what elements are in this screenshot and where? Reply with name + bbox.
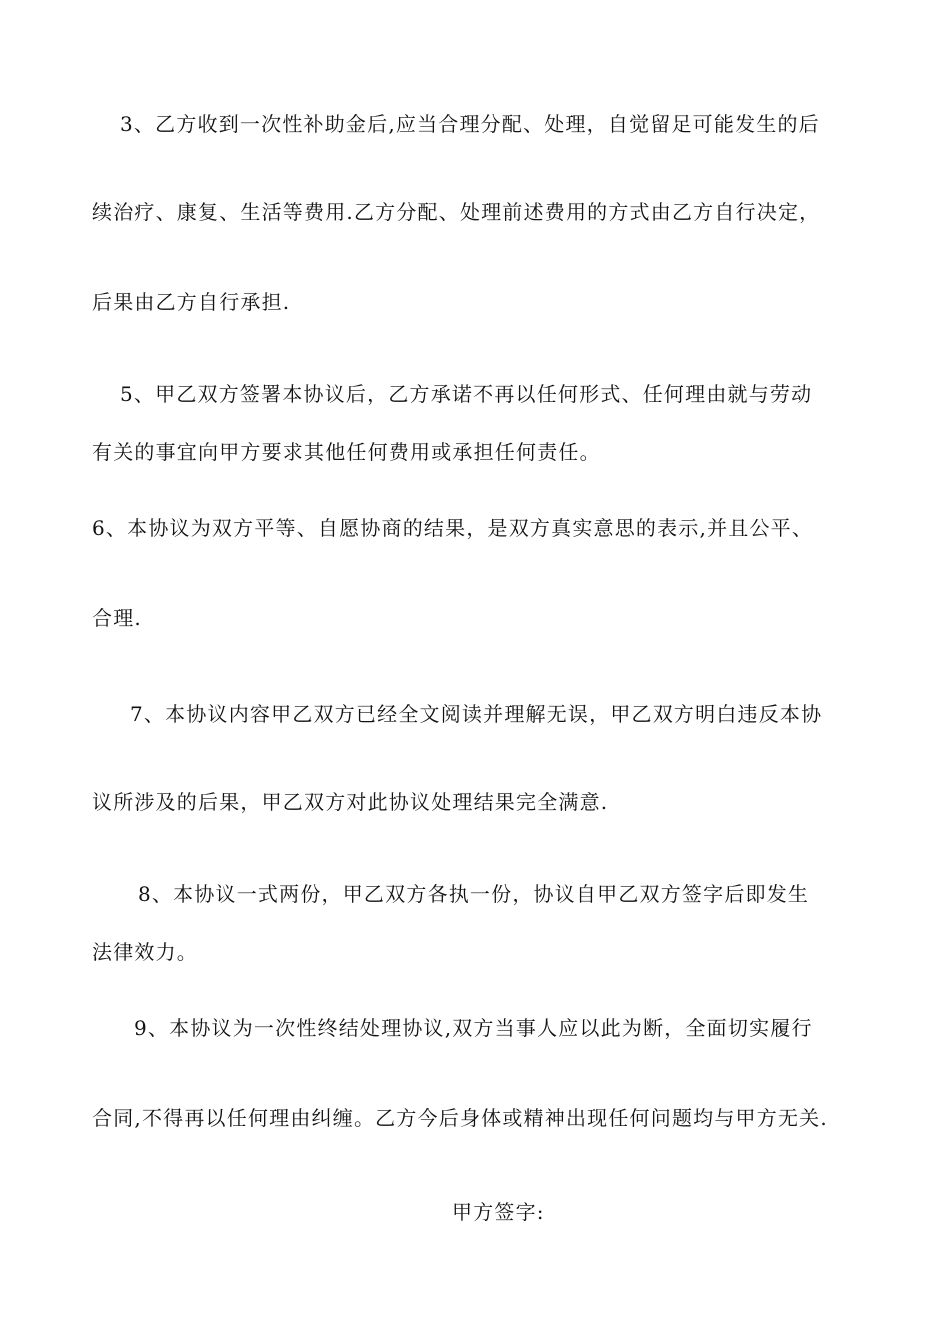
clause-8-line-1: 8、本协议一式两份，甲乙双方各执一份，协议自甲乙双方签字后即发生 [138, 882, 810, 906]
clause-5-line-1: 5、甲乙双方签署本协议后，乙方承诺不再以任何形式、任何理由就与劳动 [120, 382, 813, 406]
clause-9-line-1: 9、本协议为一次性终结处理协议,双方当事人应以此为断，全面切实履行 [134, 1016, 813, 1040]
clause-7-line-1: 7、本协议内容甲乙双方已经全文阅读并理解无误，甲乙双方明白违反本协 [130, 702, 823, 726]
clause-7-line-2: 议所涉及的后果，甲乙双方对此协议处理结果完全满意. [92, 790, 609, 814]
clause-6-line-2: 合理. [92, 606, 142, 630]
clause-9-line-2: 合同,不得再以任何理由纠缠。乙方今后身体或精神出现任何问题均与甲方无关. [92, 1106, 828, 1130]
party-a-signature-label: 甲方签字: [452, 1200, 545, 1224]
clause-3-line-2: 续治疗、康复、生活等费用.乙方分配、处理前述费用的方式由乙方自行决定， [92, 200, 821, 224]
clause-6-line-1: 6、本协议为双方平等、自愿协商的结果，是双方真实意思的表示,并且公平、 [92, 516, 814, 540]
clause-5-line-2: 有关的事宜向甲方要求其他任何费用或承担任何责任。 [92, 440, 601, 464]
clause-3-line-1: 3、乙方收到一次性补助金后,应当合理分配、处理，自觉留足可能发生的后 [120, 112, 820, 136]
clause-3-line-3: 后果由乙方自行承担. [92, 290, 291, 314]
clause-8-line-2: 法律效力。 [92, 940, 198, 964]
